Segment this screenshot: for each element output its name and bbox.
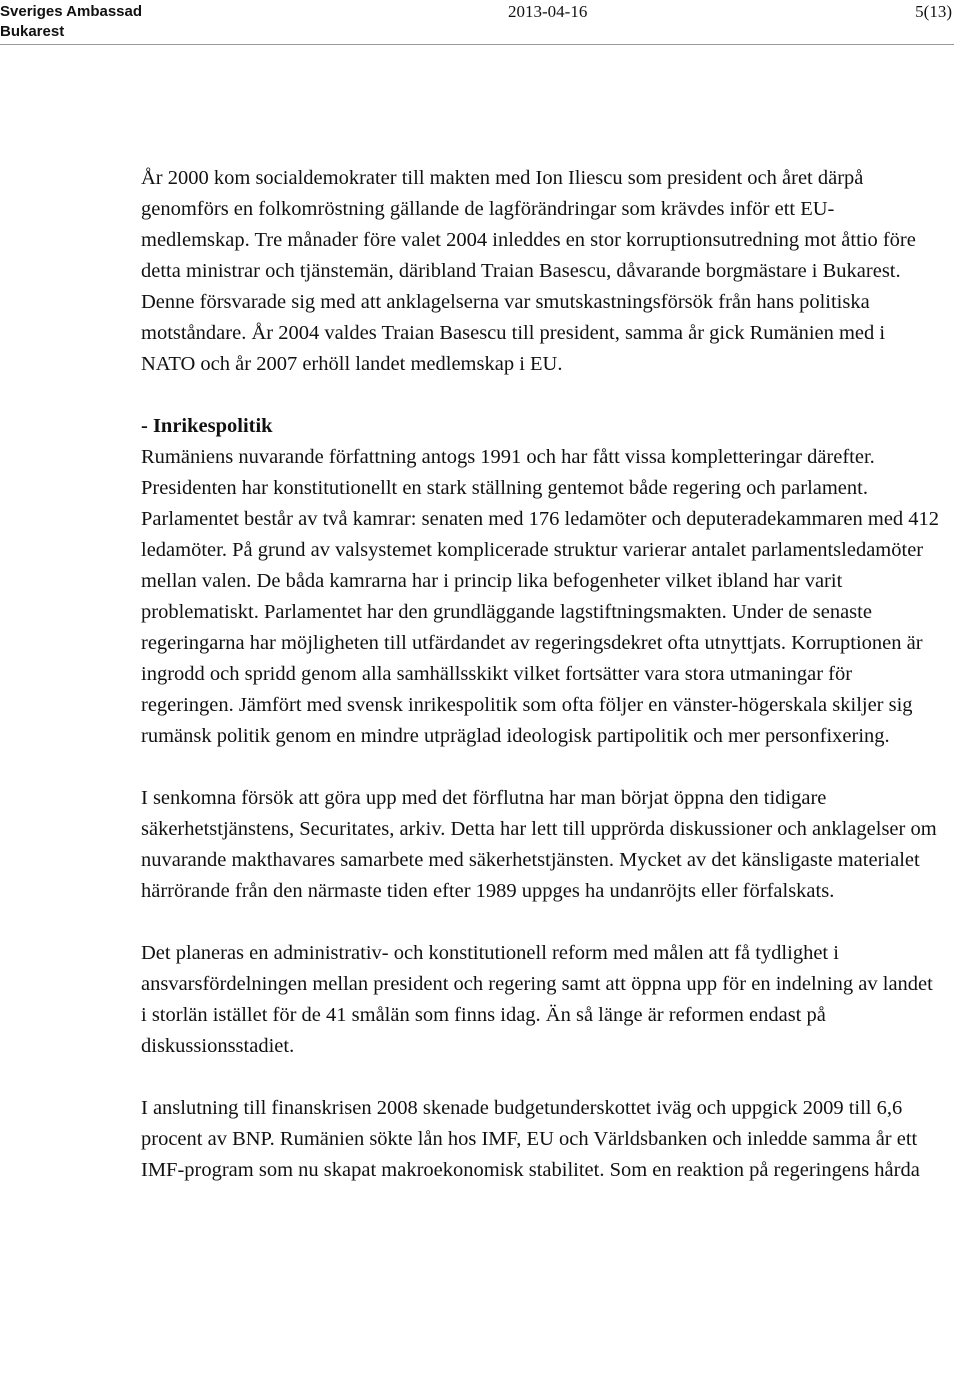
document-date: 2013-04-16 bbox=[508, 2, 588, 21]
paragraph-constitution: Rumäniens nuvarande författning antogs 1991 och har fått vissa kompletteringar därefter. Presidenten har konstitutionellt en stark ställning gentemot både regering och parlament. Parlamentet består av två kamrar: senaten med 176 ledamöter och deputeradekammaren med 412 ledamöter. På grund av valsystemet komplicerade struktur varierar antalet parlamentsledamöter mellan valen. De båda kamrarna har i princip lika befogenheter vilket ibland har varit problematiskt. Parlamentet har den grundläggande lagstiftningsmakten. Under de senaste regeringarna har möjligheten till utfärdandet av regeringsdekret ofta utnyttjats. Korruptionen är ingrodd och spridd genom alla samhällsskikt vilket fortsätter vara stora utmaningar för regeringen. Jämfört med svensk inrikespolitik som ofta följer en vänster-högerskala skiljer sig rumänsk politik genom en mindre utpräglad ideologisk partipolitik och mer personfixering. bbox=[141, 446, 940, 747]
org-name: Sveriges Ambassad bbox=[0, 3, 143, 20]
page-header bbox=[0, 0, 960, 46]
page-number: 5(13) bbox=[915, 2, 952, 21]
paragraph-history: År 2000 kom socialdemokrater till makten med Ion Iliescu som president och året därpå genomförs en folkomröstning gällande de lagförändringar som krävdes inför ett EU- medlemskap. Tre månader före valet 2004 inleddes en stor korruptionsutredning mot åttio före detta ministrar och tjänstemän, däribland Traian Basescu, dåvarande borgmästare i Bukarest. Denne försvarade sig med att anklagelserna var smutskastningsförsök från hans politiska motståndare. År 2004 valdes Traian Basescu till president, samma år gick Rumänien med i NATO och år 2007 erhöll landet medlemskap i EU. bbox=[141, 167, 916, 375]
section-inrikespolitik bbox=[141, 411, 941, 752]
org-city: Bukarest bbox=[0, 23, 65, 40]
document-body bbox=[141, 163, 941, 1217]
section-heading: - Inrikespolitik bbox=[141, 415, 273, 437]
header-divider bbox=[0, 44, 954, 45]
paragraph-financial-crisis: I anslutning till finanskrisen 2008 skenade budgetunderskottet iväg och uppgick 2009 till 6,6 procent av BNP. Rumänien sökte lån hos IMF, EU och Världsbanken och inledde samma år ett IMF-program som nu skapat makroekonomisk stabilitet. Som en reaktion på regeringens hårda bbox=[141, 1097, 920, 1181]
paragraph-securitate: I senkomna försök att göra upp med det förflutna har man börjat öppna den tidigare säkerhetstjänstens, Securitates, arkiv. Detta har lett till upprörda diskussioner och anklagelser om nuvarande makthavares samarbete med säkerhetstjänsten. Mycket av det känsligaste materialet härrörande från den närmaste tiden efter 1989 uppges ha undanröjts eller förfalskats. bbox=[141, 787, 937, 902]
paragraph-reform: Det planeras en administrativ- och konstitutionell reform med målen att få tydlighet i ansvarsfördelningen mellan president och regering samt att öppna upp för en indelning av landet i storlän istället för de 41 smålän som finns idag. Än så länge är reformen endast på diskussionsstadiet. bbox=[141, 942, 933, 1057]
sender-org bbox=[0, 2, 142, 42]
